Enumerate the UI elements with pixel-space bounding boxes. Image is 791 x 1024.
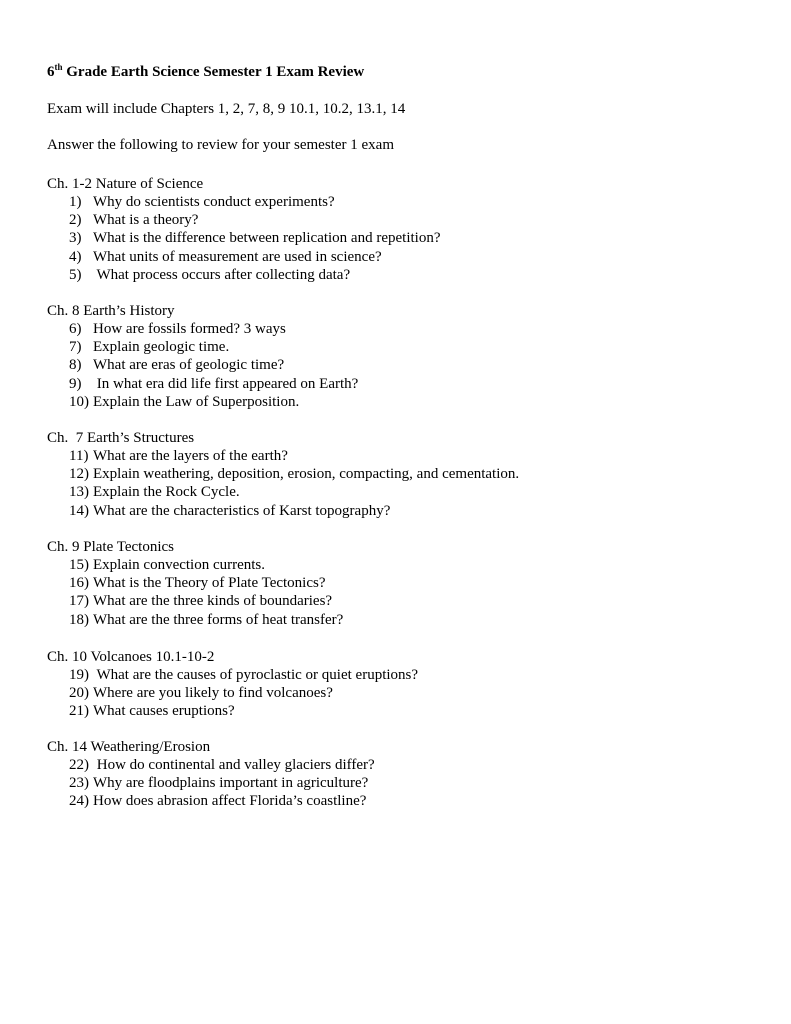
question-text: Why do scientists conduct experiments? xyxy=(93,194,335,210)
question-text: Explain weathering, deposition, erosion, compacting, and cementation. xyxy=(93,466,520,483)
question-number: 5) xyxy=(69,266,82,283)
question-number: 7) xyxy=(69,339,82,356)
question-item xyxy=(47,465,747,483)
section-earths-history xyxy=(47,302,747,411)
question-number: 8) xyxy=(69,357,82,374)
title-text: Grade Earth Science Semester 1 Exam Review xyxy=(62,64,365,80)
question-item xyxy=(47,684,747,702)
question-number: 1) xyxy=(69,194,82,210)
question-text: Explain the Rock Cycle. xyxy=(93,484,240,501)
question-item xyxy=(47,193,747,211)
question-number: 6) xyxy=(69,321,82,337)
question-text: What are the causes of pyroclastic or quiet eruptions? xyxy=(93,667,419,683)
section-heading: Ch. 8 Earth’s History xyxy=(47,303,175,319)
question-text: Explain geologic time. xyxy=(93,339,230,356)
question-text: What units of measurement are used in science? xyxy=(93,248,382,265)
question-item xyxy=(47,556,747,574)
question-item xyxy=(47,774,747,792)
section-heading: Ch. 9 Plate Tectonics xyxy=(47,539,174,555)
question-text: What are eras of geologic time? xyxy=(93,357,285,374)
question-item xyxy=(47,702,747,720)
question-item xyxy=(47,375,747,393)
question-item xyxy=(47,356,747,374)
question-number: 11) xyxy=(69,448,89,464)
section-heading: Ch. 1-2 Nature of Science xyxy=(47,176,204,192)
question-number: 17) xyxy=(69,593,89,610)
question-item xyxy=(47,666,747,684)
question-text: In what era did life first appeared on Earth? xyxy=(93,375,359,392)
question-item xyxy=(47,320,747,338)
section-heading: Ch. 7 Earth’s Structures xyxy=(47,430,195,446)
question-item xyxy=(47,338,747,356)
question-text: What is a theory? xyxy=(93,212,199,229)
question-number: 14) xyxy=(69,502,89,519)
question-text: How are fossils formed? 3 ways xyxy=(93,321,286,337)
question-number: 22) xyxy=(69,757,89,773)
question-number: 2) xyxy=(69,212,82,229)
question-text: What are the characteristics of Karst topography? xyxy=(93,502,391,519)
question-item xyxy=(47,447,747,465)
question-number: 24) xyxy=(69,793,89,810)
question-number: 9) xyxy=(69,375,82,392)
question-text: What are the three forms of heat transfer? xyxy=(93,611,344,628)
question-number: 10) xyxy=(69,393,89,410)
question-number: 21) xyxy=(69,703,89,720)
question-item xyxy=(47,574,747,592)
question-text: What are the layers of the earth? xyxy=(93,448,288,464)
section-earths-structures xyxy=(47,429,747,520)
question-text: How do continental and valley glaciers differ? xyxy=(93,757,375,773)
question-number: 18) xyxy=(69,611,89,628)
question-item xyxy=(47,266,747,284)
question-text: Where are you likely to find volcanoes? xyxy=(93,685,333,702)
question-number: 13) xyxy=(69,484,89,501)
question-item xyxy=(47,483,747,501)
section-nature-of-science xyxy=(47,175,747,284)
section-heading: Ch. 14 Weathering/Erosion xyxy=(47,739,211,755)
question-text: How does abrasion affect Florida’s coastline? xyxy=(93,793,367,810)
question-number: 23) xyxy=(69,775,89,792)
section-weathering-erosion xyxy=(47,738,747,811)
question-text: Why are floodplains important in agriculture? xyxy=(93,775,369,792)
question-number: 19) xyxy=(69,667,89,683)
question-text: Explain convection currents. xyxy=(93,557,266,573)
question-item xyxy=(47,792,747,810)
document-title xyxy=(47,64,364,81)
question-number: 12) xyxy=(69,466,89,483)
section-plate-tectonics xyxy=(47,538,747,629)
question-item xyxy=(47,611,747,629)
question-text: What is the Theory of Plate Tectonics? xyxy=(93,575,326,592)
question-item xyxy=(47,393,747,411)
title-grade-number: 6 xyxy=(47,64,55,80)
question-text: Explain the Law of Superposition. xyxy=(93,393,300,410)
question-text: What are the three kinds of boundaries? xyxy=(93,593,333,610)
question-item xyxy=(47,211,747,229)
question-item xyxy=(47,756,747,774)
question-item xyxy=(47,502,747,520)
section-volcanoes xyxy=(47,648,747,721)
question-text: What causes eruptions? xyxy=(93,703,235,720)
question-number: 4) xyxy=(69,248,82,265)
question-item xyxy=(47,248,747,266)
question-number: 3) xyxy=(69,230,82,247)
title-grade-suffix: th xyxy=(54,62,63,72)
question-number: 16) xyxy=(69,575,89,592)
exam-chapters-line: Exam will include Chapters 1, 2, 7, 8, 9 10.1, 10.2, 13.1, 14 xyxy=(47,101,406,117)
instruction-line: Answer the following to review for your semester 1 exam xyxy=(47,137,394,153)
question-item xyxy=(47,592,747,610)
question-text: What process occurs after collecting data? xyxy=(93,266,351,283)
question-item xyxy=(47,229,747,247)
question-number: 15) xyxy=(69,557,89,573)
section-heading: Ch. 10 Volcanoes 10.1-10-2 xyxy=(47,649,215,665)
question-number: 20) xyxy=(69,685,89,702)
question-text: What is the difference between replication and repetition? xyxy=(93,230,441,247)
